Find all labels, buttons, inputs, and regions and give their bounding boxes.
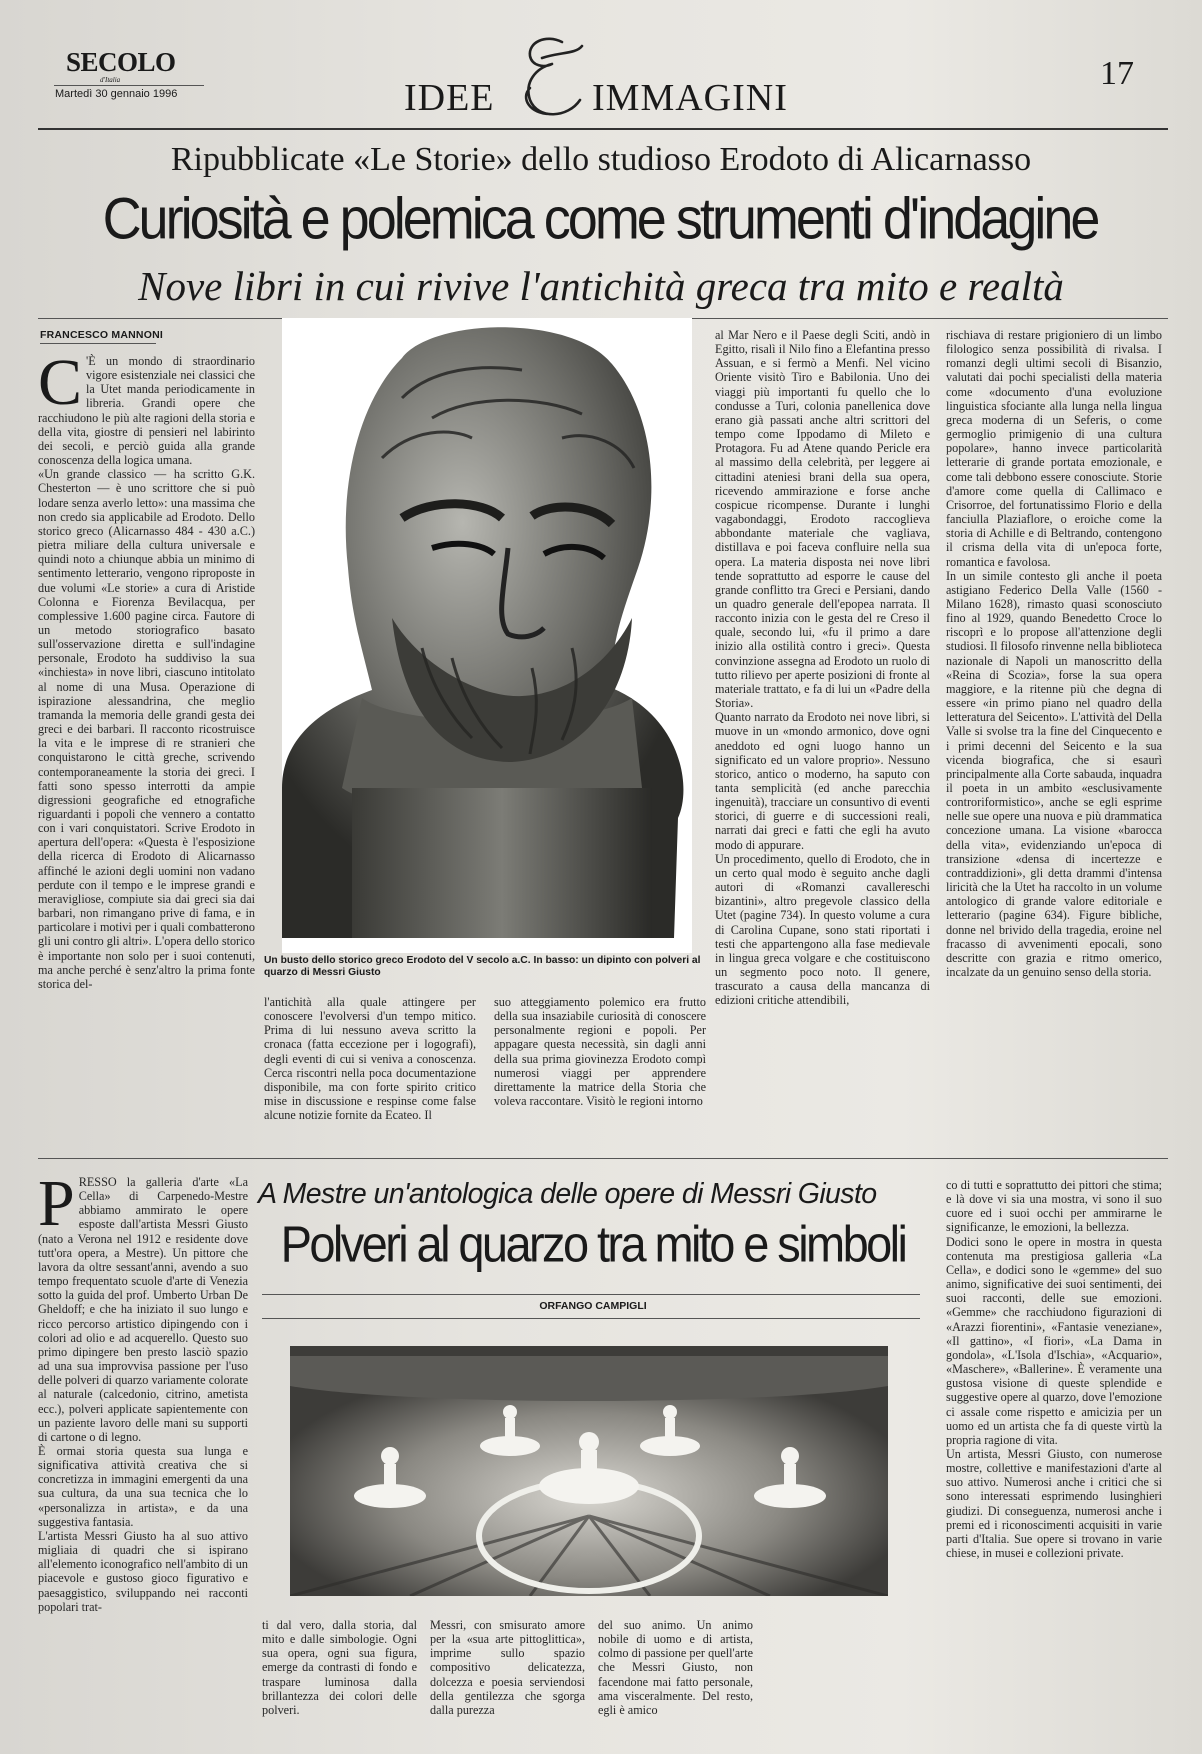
newspaper-name: SECOLO (66, 47, 176, 77)
article1-kicker: Ripubblicate «Le Storie» dello studioso Erodoto di Alicarnasso (170, 141, 1032, 178)
newspaper-logo (66, 48, 176, 76)
article2-headline: Polveri al quarzo tra mito e simboli (280, 1214, 906, 1273)
masthead-rule (38, 128, 1168, 130)
article1-column-3: suo atteggiamento polemico era frutto della sua insaziabile curiosità di conoscere personalmente regioni e popoli. Per appagare questa necessità, sin dagli anni della sua prima giovinezza Erodoto compì numerosi viaggi per apprendere direttamente la matrice della Storia che voleva raccontare. Visitò le regioni intorno (494, 995, 706, 1109)
article2-column-3: Messri, con smisurato amore per la «sua arte pittoglittica», imprime sullo spazio compositivo delicatezza, dolcezza e poesia serviendosi della gentilezza che sgorga dalla purezza (430, 1618, 585, 1717)
article1-dropcap: C (38, 354, 83, 419)
article2-byline-rule (262, 1318, 920, 1319)
article-separator (38, 1158, 1168, 1159)
photo-caption: Un busto dello storico greco Erodoto del V secolo a.C. In basso: un dipinto con polveri al quarzo di Messri Giusto (264, 955, 701, 978)
article2-kicker: A Mestre un'antologica delle opere di Messri Giusto (258, 1178, 877, 1210)
article1-headline: Curiosità e polemica come strumenti d'indagine (102, 186, 1098, 252)
section-title-right: IMMAGINI (592, 77, 788, 119)
newspaper-subtitle: d'Italia (100, 76, 121, 84)
page-number: 17 (1100, 55, 1134, 92)
article1-subhead: Nove libri in cui rivive l'antichità greca tra mito e realtà (138, 263, 1064, 309)
article1-column-5: rischiava di restare prigioniero di un limbo filologico senza possibilità di rivalsa. I romanzi degli ultimi secoli di Bisanzio, valutati dai pochi specialisti della materia come «documento d'una evoluzione linguistica sfociante alla lunga nella lingua greca moderna di un Seferis, o come germoglio primigenio di una cultura popolare», hanno invece particolarità letterarie di grande portata emozionale, e come tali debbono essere conosciute. Storie d'amore come quella di Callimaco e Crisorroe, del fortunatissimo Florio e della fanciulla Plaziaflore, o eroiche come la storia di Achille e di Beltrando, contengono il crisma della vita di un'epoca forte, romantica e favolosa. In un simile contesto gli anche il poeta astigiano Federico Della Valle (1560 - Milano 1628), rimasto quasi sconosciuto fino al 1929, quando Benedetto Croce lo riscoprì e lo propose all'attenzione degli studiosi. Il filosofo rinvenne nella biblioteca nazionale di Napoli un manoscritto della «Reina di Scozia», forse la sua opera maggiore, e la ritenne più che degna di essere «in primo piano nel quadro della letteratura del Seicento». L'attività del Della Valle si svolse tra la fine del Cinquecento e i primi decenni del Seicento e la sua vicenda biografica, che si esaurì principalmente alla Corte sabauda, inquadra il poeta in un ambito «esclusivamente controriformistico», anche se egli esprime nelle sue opere una nuova e più drammatica concezione umana. La visione «barocca della vita», evidenziando un'epoca di transizione «densa di incertezze e contraddizioni», gli detta drammi d'intensa liricità che la Utet ha raccolto in un volume antologico di grande valore editoriale e letterario (pagine 634). Figure bibliche, donne nel brivido della tragedia, eroine nel fracasso di avvenimenti epocali, sono descritte con grazia e ritmo omerico, incalzate da un genuino senso della storia. (946, 328, 1162, 980)
article2-column-1 (38, 1175, 248, 1735)
article2-column-5: co di tutti e soprattutto dei pittori che stima; e là dove vi sia una mostra, vi sono il suo cuore ed i suoi occhi per ammirarne le significanze, le emozioni, la bellezza. Dodici sono le opere in mostra in questa contenuta ma prestigiosa galleria «La Cella», e dodici sono le «gemme» del suo animo, significative dei suoi sentimenti, dei suoi racconti, delle sue emozioni. «Gemme» che racchiudono figurazioni di «Arazzi fiorentini», «Fantasie veneziane», «Il gattino», «I fiori», «La Dama in gondola», «L'Isola d'Ischia», «Acquario», «Maschere», «Ballerine». È veramente una gustosa visione di queste splendide e suggestive opere al quarzo, dove l'emozione ci assale come rispetto e amicizia per un uomo ed un artista che fa di queste virtù la propria ragione di vita. Un artista, Messri Giusto, con numerose mostre, collettive e manifestazioni d'arte al suo attivo. Numerosi anche i critici che si sono interessati esprimendo lusinghieri giudizi. Di conseguenza, numerosi anche i premi ed i riconoscimenti acquisiti in varie parti d'Italia. Sue opere si trovano in varie chiese, in musei e collezioni private. (946, 1178, 1162, 1561)
section-title-left: IDEE (404, 77, 495, 119)
article2-column-2: ti dal vero, dalla storia, dal mito e dalle simbologie. Ogni sua opera, ogni sua figura, emerge da contrasti di fondo e traspare luminosa dalla brillantezza dei colori delle polveri. (262, 1618, 417, 1717)
bust-photo (282, 318, 692, 953)
byline-rule (40, 343, 156, 344)
article2-byline: ORFANGO CAMPIGLI (539, 1300, 647, 1312)
article2-dropcap: P (38, 1175, 75, 1240)
issue-date: Martedì 30 gennaio 1996 (55, 88, 178, 100)
article2-body-1: RESSO la galleria d'arte «La Cella» di Carpenedo-Mestre abbiamo ammirato le opere esposte dall'artista Messri Giusto (nato a Verona nel 1912 e residente dove tutt'ora opera, a Mestre). Un pittore che lavora da oltre sessant'anni, avendo a suo tempo frequentato scuole d'arte di Venezia sotto la guida del prof. Umberto Urban De Gheldoff; e che ha iniziato il suo lungo e ricco percorso artistico dipingendo con i colori ad olio e ad acquerello. Questo suo primo dipingere ben presto lasciò spazio ad una sua improvvisa passione per l'uso delle polveri di quarzo variamente colorate al naturale (calcedonio, citrino, ametista ecc.), polveri applicate sapientemente con un paziente lavoro delle mani su supporti di cartone o di legno. È ormai storia questa sua lunga e significativa attività creativa che si concretizza in immagini emergenti da una sua cultura, da una sua tecnica che lo «personalizza in artista», e da una suggestiva fantasia. L'artista Messri Giusto ha al suo attivo migliaia di quadri che si ispirano all'elemento iconografico nell'ambito di un piacevole e gustoso gioco figurativo e paesaggistico, sviluppando nei racconti popolari trat- (38, 1175, 248, 1614)
article1-body-1: 'È un mondo di straordinario vigore esistenziale nei classici che la Utet manda periodicamente in libreria. Grandi opere che racchiudono le più alte ragioni della storia e della vita, giostre di pensieri nel labirinto dei secoli, e perciò guida alla grande conoscenza della logica umana. «Un grande classico — ha scritto G.K. Chesterton — è uno scrittore che si può lodare senza averlo letto»: una massima che non credo sia applicabile ad Erodoto. Dello storico greco (Alicarnasso 484 - 430 a.C.) pietra miliare della cultura universale e quindi noto a chiunque abbia un minimo di sentimento letterario, vengono riproposte in due volumi «Le storie» a cura di Aristide Colonna e Fiorenza Bevilacqua, per complessive 1.600 pagine circa. Fautore di un metodo storiografico basato sull'osservazione diretta e sull'indagine personale, Erodoto ha suddiviso la sua «inchiesta» in nove libri, ciascuno intitolato al nome di una Musa. Operazione di ispirazione alessandrina, che meglio tramanda la memoria delle grandi gesta dei greci e dei barbari. Il racconto ricostruisce la vita e le imprese di re stranieri che conquistarono le città greche, scrivendo contemporaneamente la storia dei greci. I fatti sono spesso interrotti da ampie digressioni geografiche ed etnografiche riguardanti i popoli che vennero a contatto con i vari conquistatori. Scrive Erodoto in apertura dell'opera: «Questa è l'esposizione della ricerca di Erodoto di Alicarnasso affinché le azioni degli uomini non vadano perdute con il tempo e le imprese grandi e meravigliose, compiute sia dai greci sia dai barbari, non rimangano prive di fama, e in particolare i motivi per i quali combatterono gli uni contro gli altri». L'opera dello storico è importante non solo per i suoi contenuti, ma anche perché è senz'altro la prima fonte storica del- (38, 354, 255, 991)
bust-of-herodotus-image (282, 318, 692, 953)
ballerine-painting (290, 1346, 888, 1596)
article1-column-2: l'antichità alla quale attingere per conoscere l'evolversi d'un tempo mitico. Prima di lui nessuno aveva scritto la cronaca (fatta eccezione per i logografi), degli eventi di cui si veniva a conoscenza. Cerca riscontri nella poca documentazione disponibile, ma con forte spirito critico mise in discussione e respinse come false alcune notizie fornite da Ecateo. Il (264, 995, 476, 1123)
date-rule (54, 85, 204, 86)
article2-column-4: del suo animo. Un animo nobile di uomo e di artista, colmo di passione per quell'arte che Messri Giusto, non facendone mai fatto personale, ama visceralmente. Del resto, egli è amico (598, 1618, 753, 1717)
article2-head-rule (262, 1294, 920, 1295)
article1-column-4: al Mar Nero e il Paese degli Sciti, andò in Egitto, risalì il Nilo fino a Elefantina presso Assuan, e si fermò a Menfi. Nel vicino Oriente visitò Tiro e Babilonia. Uno dei viaggi più importanti fu quello che lo condusse a Turi, colonia panellenica dove erano già passati anche altri scrittori del tempo come Ippodamo di Mileto e Protagora. Fu ad Atene quando Pericle era al massimo della celebrità, per leggere ai cittadini ateniesi brani della sua opera, ricevendo ammirazione e forse anche cospicue ricompense. Durante i lunghi vagabondaggi, Erodoto raccoglieva abbondante materiale che vagliava, distillava e poi faceva confluire nella sua opera. La materia disposta nei nove libri tende soprattutto ad esporre le cause del grande conflitto tra Greci e Persiani, dando un quadro generale dell'epopea narrata. Il racconto inizia con le gesta del re Creso il quale, secondo lui, «fu il primo a dare inizio alla ostilità contro i greci». Questa convinzione assegna ad Erodoto un ruolo di tutto rilievo per aperte posizioni di fronte al materiale trattato, e fa di lui un «Padre della Storia». Quanto narrato da Erodoto nei nove libri, si muove in un «mondo armonico, dove ogni aneddoto ed ogni luogo hanno un significato ed un valore proprio». Nessuno storico, antico o moderno, ha saputo con tanta semplicità (ed anche parecchia ingenuità), tracciare un consuntivo di eventi storici, di guerre e di successioni reali, narrati dai greci e fatti che egli ha avuto modo di appurare. Un procedimento, quello di Erodoto, che in un certo qual modo è seguito anche dagli autori di «Romanzi cavallereschi bizantini», altro pregevole classico della Utet (pagine 734). In questo volume a cura di Carolina Cupane, sono stati riportati i testi che appartengono alla fase medievale in lingua greca volgare e che costituiscono un segmento poco noto. Il genere, trascurato a causa della mancanza di edizioni critiche attendibili, (715, 328, 930, 1008)
article1-column-1 (38, 354, 255, 1153)
dancers-painting-image (290, 1346, 888, 1596)
article1-byline: FRANCESCO MANNONI (40, 329, 163, 341)
